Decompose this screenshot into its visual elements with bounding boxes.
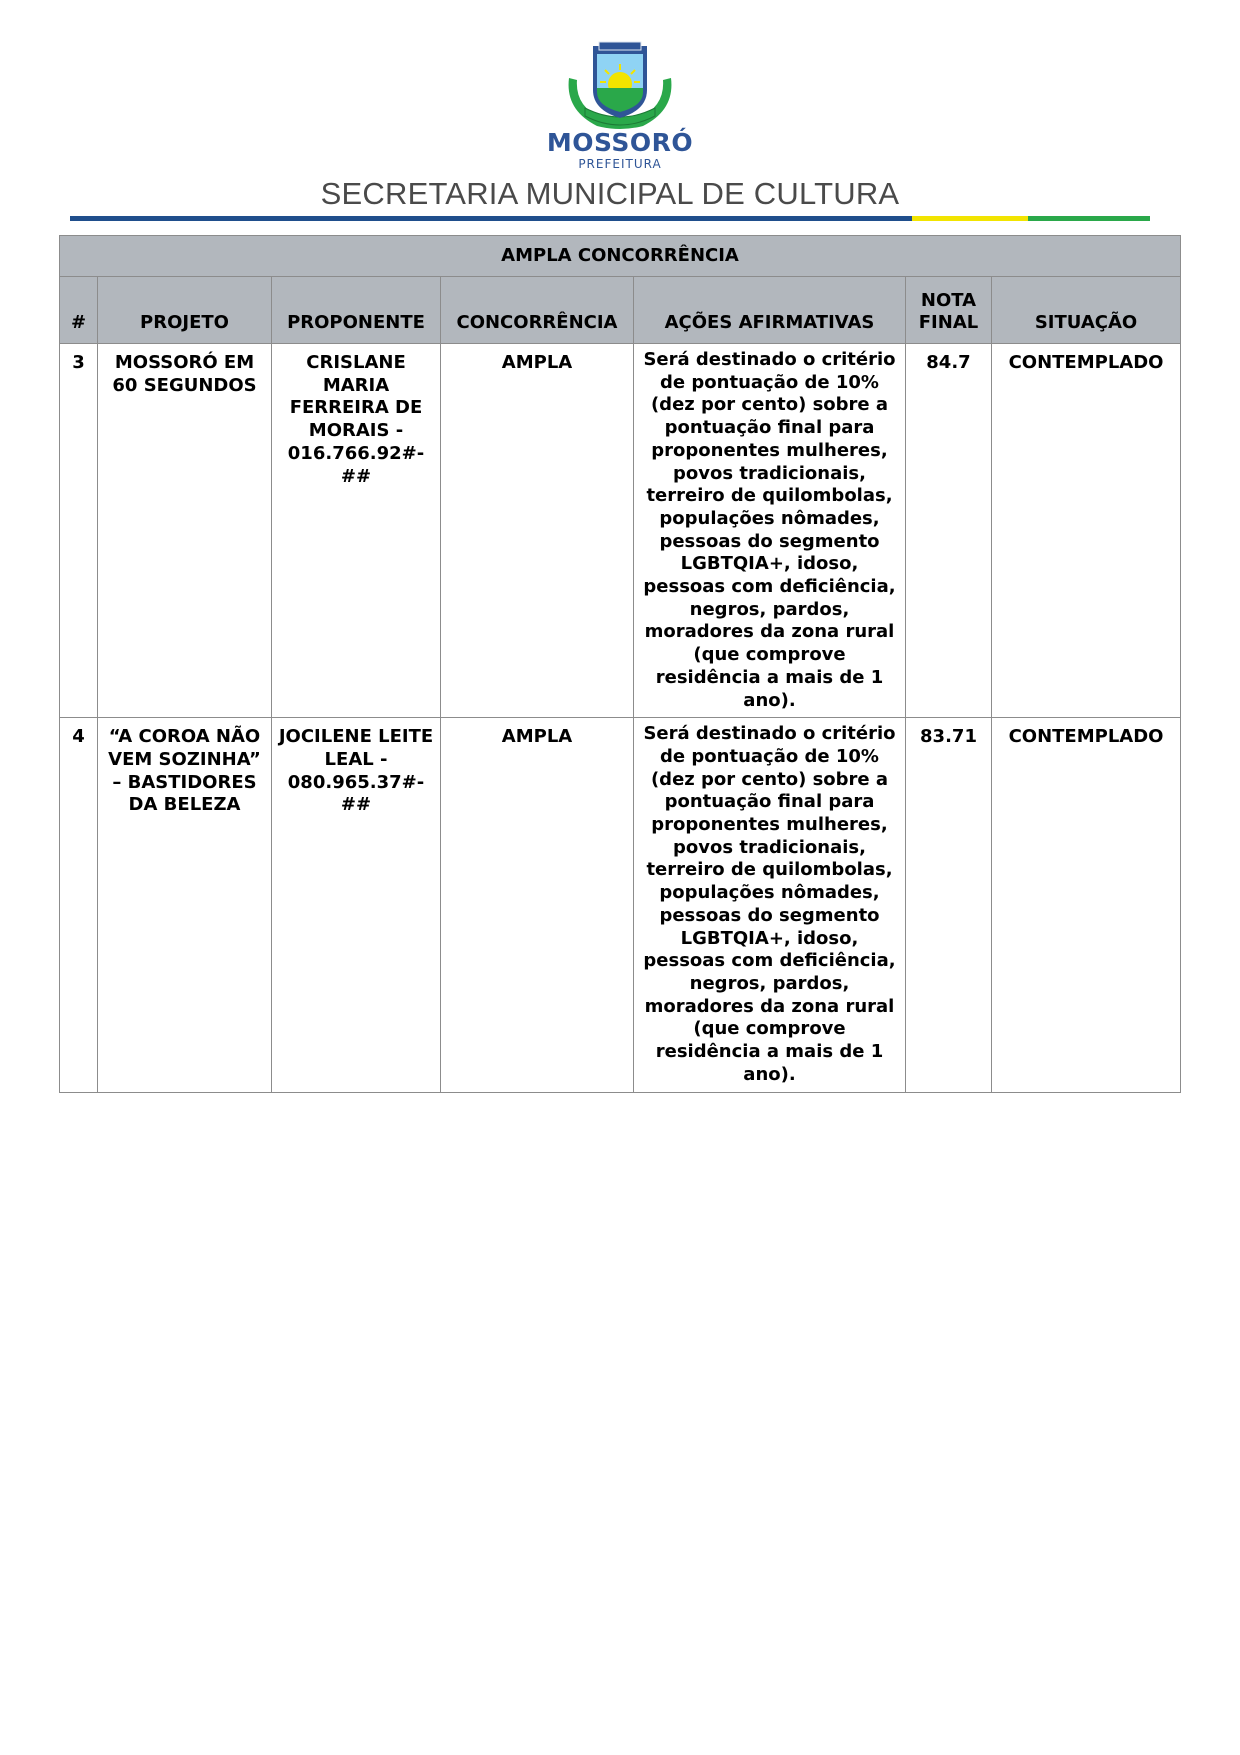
brand-name: MOSSORÓ — [546, 128, 694, 157]
table-row — [60, 718, 1181, 1092]
cell-situacao: CONTEMPLADO — [992, 718, 1181, 1092]
column-header-projeto: PROJETO — [98, 277, 272, 344]
column-header-situacao: SITUAÇÃO — [992, 277, 1181, 344]
brand-subtitle: PREFEITURA — [578, 157, 662, 171]
mossoro-coat-of-arms-icon — [555, 40, 685, 130]
cell-concorrencia: AMPLA — [441, 718, 634, 1092]
results-table — [59, 235, 1181, 1093]
cell-number: 3 — [60, 344, 98, 718]
header-stripe-yellow — [912, 216, 1028, 221]
cell-proponente: JOCILENE LEITE LEAL - 080.965.37#-## — [272, 718, 441, 1092]
column-header-concorrencia: CONCORRÊNCIA — [441, 277, 634, 344]
cell-projeto: “A COROA NÃO VEM SOZINHA” – BASTIDORES DA BELEZA — [98, 718, 272, 1092]
column-header-nota-final: NOTA FINAL — [906, 277, 992, 344]
department-title: SECRETARIA MUNICIPAL DE CULTURA — [320, 176, 900, 211]
cell-projeto: MOSSORÓ EM 60 SEGUNDOS — [98, 344, 272, 718]
cell-nota-final: 83.71 — [906, 718, 992, 1092]
column-header-proponente: PROPONENTE — [272, 277, 441, 344]
column-header-acoes-afirmativas: AÇÕES AFIRMATIVAS — [634, 277, 906, 344]
column-header-number: # — [60, 277, 98, 344]
cell-situacao: CONTEMPLADO — [992, 344, 1181, 718]
page-header — [0, 0, 1240, 225]
cell-nota-final: 84.7 — [906, 344, 992, 718]
table-title: AMPLA CONCORRÊNCIA — [60, 236, 1181, 277]
table-header-row — [60, 277, 1181, 344]
header-stripe-green — [1028, 216, 1150, 221]
table-row — [60, 344, 1181, 718]
cell-concorrencia: AMPLA — [441, 344, 634, 718]
cell-proponente: CRISLANE MARIA FERREIRA DE MORAIS - 016.766.92#-## — [272, 344, 441, 718]
cell-acoes-afirmativas: Será destinado o critério de pontuação de 10% (dez por cento) sobre a pontuação final para proponentes mulheres, povos tradicionais, terreiro de quilombolas, populações nômades, pessoas do segmento LGBTQIA+, idoso, pessoas com deficiência, negros, pardos, moradores da zona rural (que comprove residência a mais de 1 ano). — [634, 344, 906, 718]
cell-number: 4 — [60, 718, 98, 1092]
header-stripe-blue — [70, 216, 912, 221]
cell-acoes-afirmativas: Será destinado o critério de pontuação de 10% (dez por cento) sobre a pontuação final para proponentes mulheres, povos tradicionais, terreiro de quilombolas, populações nômades, pessoas do segmento LGBTQIA+, idoso, pessoas com deficiência, negros, pardos, moradores da zona rural (que comprove residência a mais de 1 ano). — [634, 718, 906, 1092]
